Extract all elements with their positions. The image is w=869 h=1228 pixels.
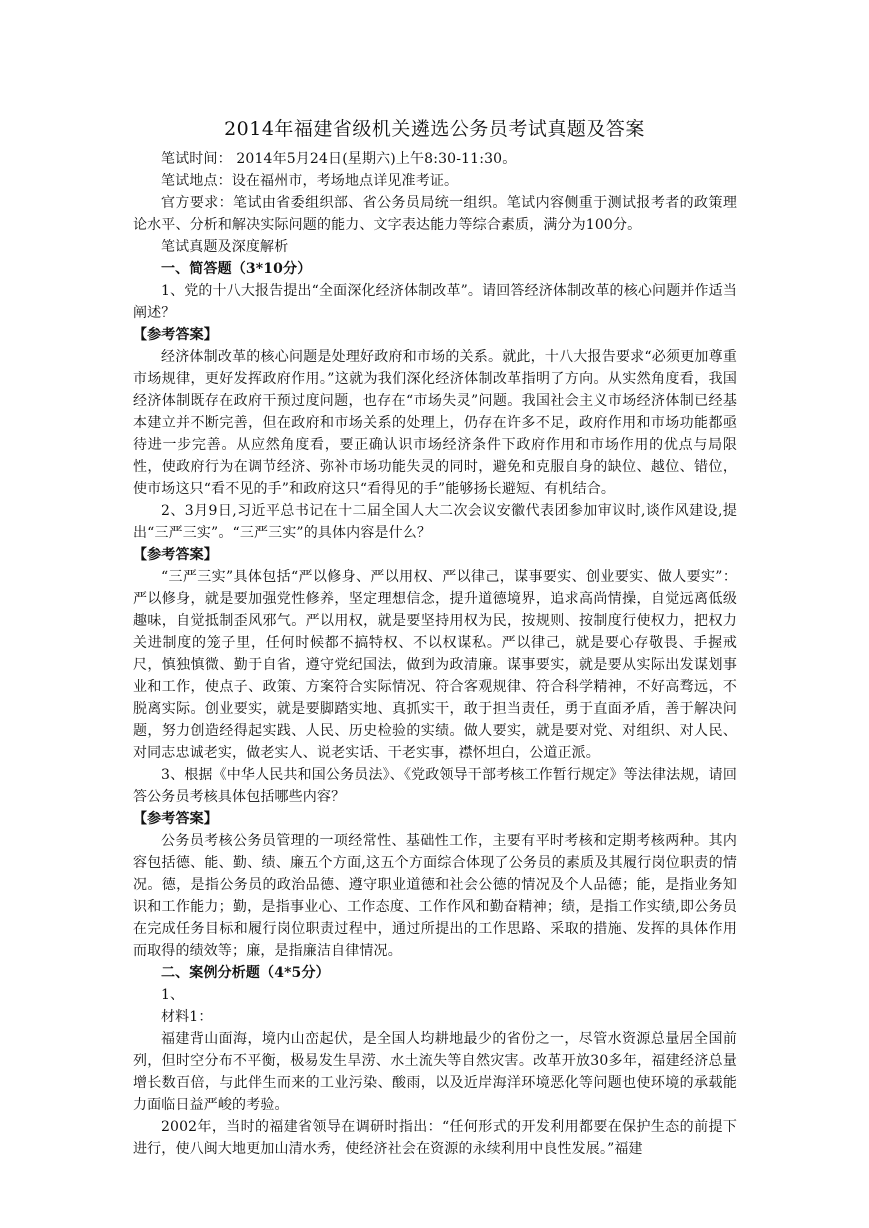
document-title: 2014年福建省级机关遴选公务员考试真题及答案 <box>224 118 645 140</box>
material-1-paragraph-1: 福建背山面海，境内山峦起伏，是全国人均耕地最少的省份之一，尽管水资源总量居全国前列，但时空分布不平衡，极易发生旱涝、水土流失等自然灾害。改革开放30多年，福建经济总量增长数百倍，与此伴生而来的工业污染、酸雨，以及近岸海洋环境恶化等问题也使环境的承载能力面临日益严峻的考验。 <box>133 1031 737 1113</box>
section-intro-heading: 笔试真题及深度解析 <box>161 239 289 255</box>
material-1-paragraph-2: 2002年，当时的福建省领导在调研时指出：“任何形式的开发利用都要在保护生态的前提下进行，使八闽大地更加山清水秀，使经济社会在资源的永续利用中良性发展。”福建 <box>133 1119 737 1157</box>
question-3: 3、根据《中华人民共和国公务员法》、《党政领导干部考核工作暂行规定》等法律法规，请回答公务员考核具体包括哪些内容？ <box>133 767 737 805</box>
answer-label: 【参考答案】 <box>133 547 218 563</box>
section-2-heading: 二、案例分析题（4*5分） <box>161 965 330 981</box>
case-item-number: 1、 <box>161 987 185 1003</box>
material-label: 材料1： <box>161 1009 213 1025</box>
answer-label: 【参考答案】 <box>133 811 218 827</box>
exam-place: 笔试地点：设在福州市，考场地点详见准考证。 <box>161 173 459 189</box>
answer-1: 经济体制改革的核心问题是处理好政府和市场的关系。就此，十八大报告要求“必须更加尊重市场规律，更好发挥政府作用。”这就为我们深化经济体制改革指明了方向。从实然角度看，我国经济体制既存在政府干预过度问题，也存在“市场失灵”问题。我国社会主义市场经济体制已经基本建立并不断完善，但在政府和市场关系的处理上，仍存在许多不足，政府作用和市场功能都亟待进一步完善。从应然角度看，要正确认识市场经济条件下政府作用和市场作用的优点与局限性，使政府行为在调节经济、弥补市场功能失灵的同时，避免和克服自身的缺位、越位、错位，使市场这只“看不见的手”和政府这只“看得见的手”能够扬长避短、有机结合。 <box>133 349 737 497</box>
document-body <box>133 148 737 1160</box>
answer-3: 公务员考核公务员管理的一项经常性、基础性工作，主要有平时考核和定期考核两种。其内容包括德、能、勤、绩、廉五个方面,这五个方面综合体现了公务员的素质及其履行岗位职责的情况。德，是指公务员的政治品德、遵守职业道德和社会公德的情况及个人品德；能，是指业务知识和工作能力；勤，是指事业心、工作态度、工作作风和勤奋精神；绩，是指工作实绩,即公务员在完成任务目标和履行岗位职责过程中，通过所提出的工作思路、采取的措施、发挥的具体作用而取得的绩效等；廉，是指廉洁自律情况。 <box>133 833 737 959</box>
question-1: 1、党的十八大报告提出“全面深化经济体制改革”。请回答经济体制改革的核心问题并作适当阐述？ <box>133 283 737 321</box>
exam-time: 笔试时间： 2014年5月24日(星期六)上午8:30-11:30。 <box>161 151 517 167</box>
official-requirement: 官方要求：笔试由省委组织部、省公务员局统一组织。笔试内容侧重于测试报考者的政策理论水平、分析和解决实际问题的能力、文字表达能力等综合素质，满分为100分。 <box>133 195 737 233</box>
answer-2: “三严三实”具体包括“严以修身、严以用权、严以律己，谋事要实、创业要实、做人要实”：严以修身，就是要加强党性修养，坚定理想信念，提升道德境界，追求高尚情操，自觉远离低级趣味，自觉抵制歪风邪气。严以用权，就是要坚持用权为民，按规则、按制度行使权力，把权力关进制度的笼子里，任何时候都不搞特权、不以权谋私。严以律己，就是要心存敬畏、手握戒尺，慎独慎微、勤于自省，遵守党纪国法，做到为政清廉。谋事要实，就是要从实际出发谋划事业和工作，使点子、政策、方案符合实际情况、符合客观规律、符合科学精神，不好高骛远，不脱离实际。创业要实，就是要脚踏实地、真抓实干，敢于担当责任，勇于直面矛盾，善于解决问题，努力创造经得起实践、人民、历史检验的实绩。做人要实，就是要对党、对组织、对人民、对同志忠诚老实，做老实人、说老实话、干老实事，襟怀坦白，公道正派。 <box>133 569 737 761</box>
section-1-heading: 一、简答题（3*10分） <box>161 261 312 277</box>
answer-label: 【参考答案】 <box>133 327 218 343</box>
question-2: 2、3月9日,习近平总书记在十二届全国人大二次会议安徽代表团参加审议时,谈作风建设,提出“三严三实”。“三严三实”的具体内容是什么？ <box>133 503 737 541</box>
